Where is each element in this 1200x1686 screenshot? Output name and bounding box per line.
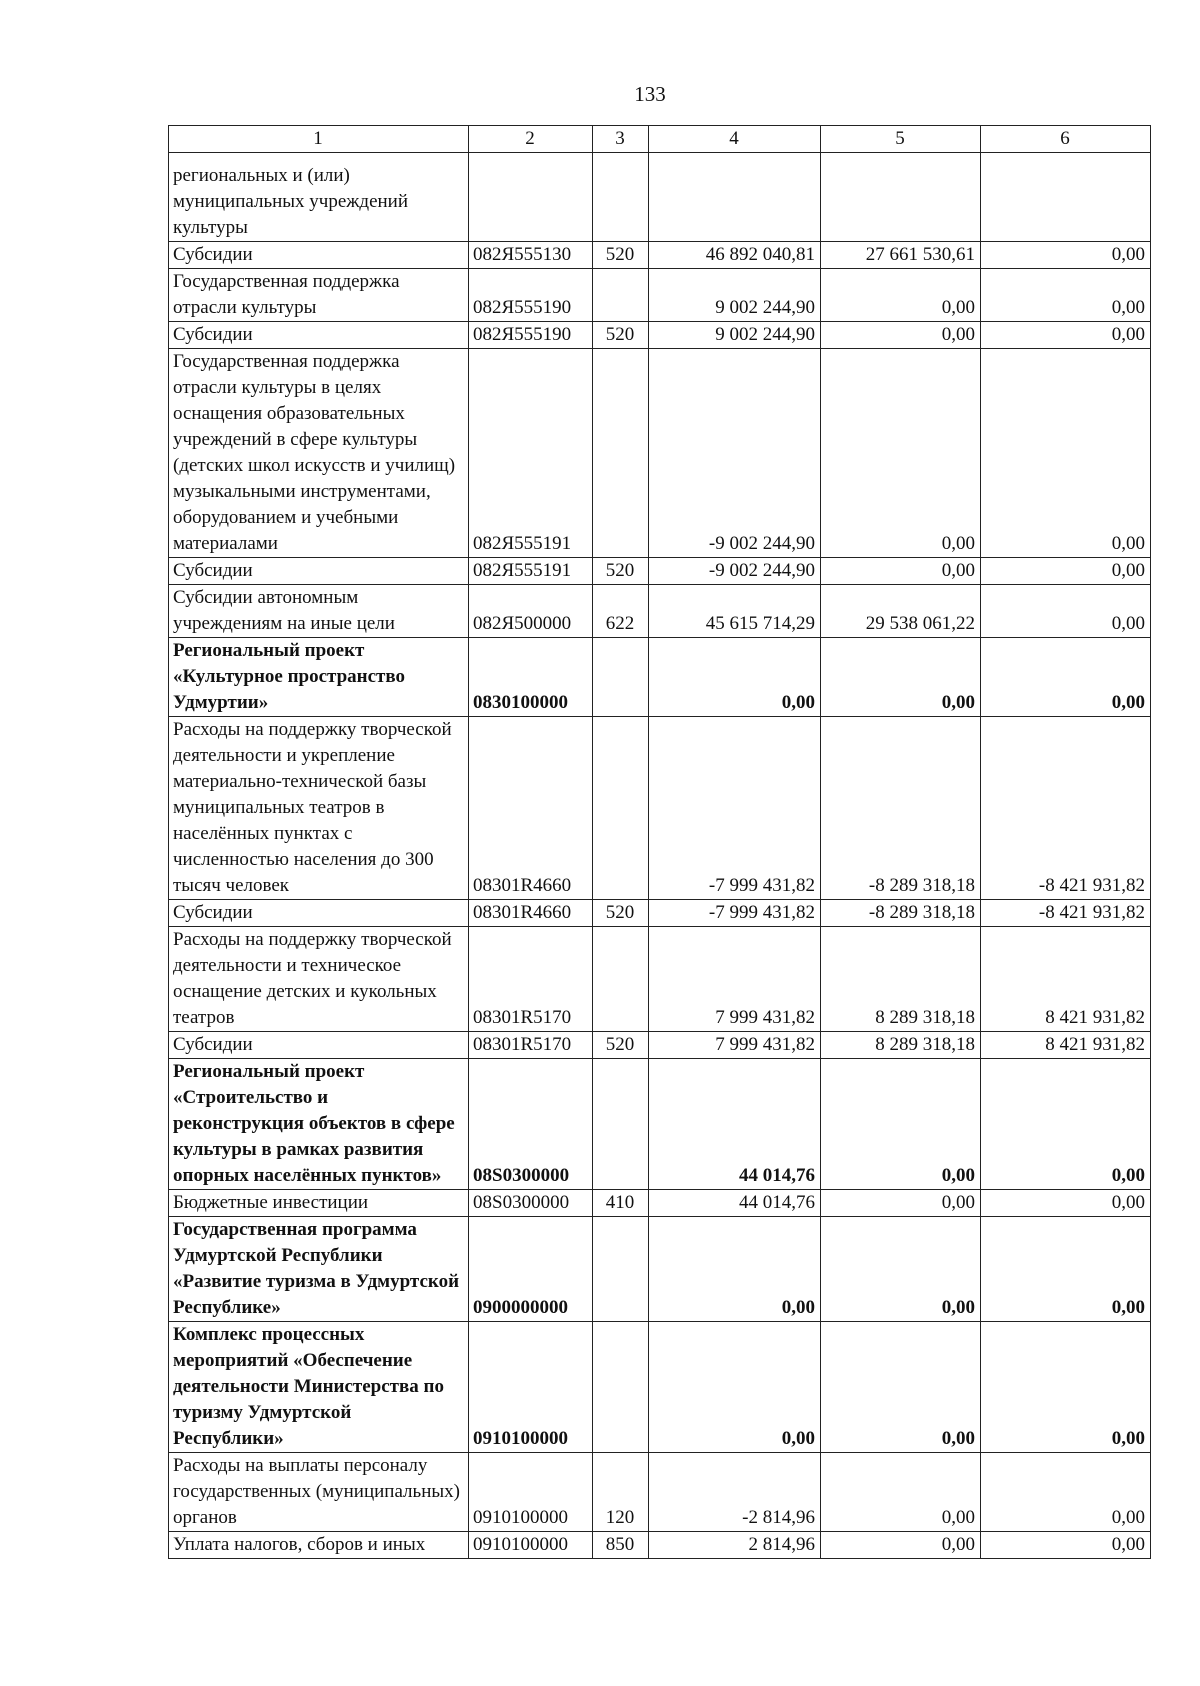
table-row [169,1059,1151,1190]
row-code: 082Я555191 [469,558,593,585]
row-amount-year1: -9 002 244,90 [649,558,821,585]
table-row [169,349,1151,558]
row-amount-year2: 8 289 318,18 [821,1032,981,1059]
header-row [169,126,1151,153]
row-code: 0900000000 [469,1217,593,1322]
row-code: 082Я555130 [469,242,593,269]
row-expense-type: 520 [593,1032,649,1059]
row-code: 082Я555190 [469,322,593,349]
row-amount-year1: 9 002 244,90 [649,322,821,349]
row-amount-year1: 44 014,76 [649,1190,821,1217]
row-name: Субсидии автономным учреждениям на иные цели [169,585,469,638]
row-code: 082Я555191 [469,349,593,558]
column-header: 4 [649,126,821,153]
row-code: 0830100000 [469,638,593,717]
row-expense-type: 520 [593,322,649,349]
table-row [169,322,1151,349]
table-row [169,1453,1151,1532]
row-amount-year2: 0,00 [821,1322,981,1453]
row-amount-year1: 45 615 714,29 [649,585,821,638]
row-expense-type: 410 [593,1190,649,1217]
row-expense-type [593,717,649,900]
table-row [169,717,1151,900]
row-name: Государственная программа Удмуртской Республики «Развитие туризма в Удмуртской Республике» [169,1217,469,1322]
row-amount-year1: 7 999 431,82 [649,927,821,1032]
row-amount-year2 [821,153,981,242]
row-name: Уплата налогов, сборов и иных [169,1532,469,1559]
row-name: Бюджетные инвестиции [169,1190,469,1217]
column-header: 2 [469,126,593,153]
row-amount-year1: -7 999 431,82 [649,900,821,927]
row-expense-type: 520 [593,242,649,269]
row-amount-year3: 0,00 [981,269,1151,322]
row-amount-year3: 0,00 [981,1453,1151,1532]
row-code: 08301R4660 [469,717,593,900]
table-row [169,1032,1151,1059]
table-row [169,558,1151,585]
row-name: Региональный проект «Культурное пространство Удмуртии» [169,638,469,717]
row-code: 08301R5170 [469,927,593,1032]
row-amount-year1: -2 814,96 [649,1453,821,1532]
row-amount-year3: 0,00 [981,322,1151,349]
table-body [169,153,1151,1559]
table-row [169,1217,1151,1322]
budget-table [168,125,1151,1559]
row-amount-year1: 0,00 [649,1322,821,1453]
row-expense-type [593,269,649,322]
row-amount-year3: 0,00 [981,1059,1151,1190]
table-row [169,1322,1151,1453]
row-amount-year3: 0,00 [981,638,1151,717]
row-code [469,153,593,242]
row-name: Региональный проект «Строительство и реконструкция объектов в сфере культуры в рамках развития опорных населённых пунктов» [169,1059,469,1190]
row-code: 0910100000 [469,1322,593,1453]
row-amount-year3: 8 421 931,82 [981,927,1151,1032]
row-amount-year2: 0,00 [821,1532,981,1559]
row-expense-type: 120 [593,1453,649,1532]
row-expense-type: 622 [593,585,649,638]
table-row [169,900,1151,927]
row-amount-year3 [981,153,1151,242]
row-name: Субсидии [169,558,469,585]
row-amount-year3: 0,00 [981,585,1151,638]
row-expense-type [593,349,649,558]
row-amount-year3: 0,00 [981,1322,1151,1453]
row-expense-type [593,153,649,242]
row-expense-type [593,638,649,717]
row-amount-year1: 0,00 [649,1217,821,1322]
row-amount-year1: 9 002 244,90 [649,269,821,322]
row-amount-year1: 44 014,76 [649,1059,821,1190]
table-row [169,242,1151,269]
row-name: Субсидии [169,1032,469,1059]
row-amount-year2: 0,00 [821,1217,981,1322]
table-row [169,927,1151,1032]
row-name: Субсидии [169,242,469,269]
row-amount-year2: 8 289 318,18 [821,927,981,1032]
row-amount-year1: -7 999 431,82 [649,717,821,900]
row-amount-year1: 2 814,96 [649,1532,821,1559]
page-number: 133 [634,82,666,106]
column-header: 1 [169,126,469,153]
row-name: Расходы на поддержку творческой деятельности и техническое оснащение детских и кукольных театров [169,927,469,1032]
row-amount-year1: 46 892 040,81 [649,242,821,269]
row-amount-year2: 0,00 [821,269,981,322]
table-row [169,269,1151,322]
row-expense-type [593,1322,649,1453]
row-amount-year3: 8 421 931,82 [981,1032,1151,1059]
row-amount-year2: 0,00 [821,1453,981,1532]
row-amount-year2: 0,00 [821,1059,981,1190]
row-amount-year3: -8 421 931,82 [981,717,1151,900]
column-header: 3 [593,126,649,153]
row-code: 08S0300000 [469,1190,593,1217]
row-code: 08301R4660 [469,900,593,927]
column-header: 5 [821,126,981,153]
table-row [169,1190,1151,1217]
row-amount-year1: 0,00 [649,638,821,717]
row-amount-year2: -8 289 318,18 [821,717,981,900]
row-amount-year2: 0,00 [821,349,981,558]
row-expense-type [593,1059,649,1190]
row-expense-type [593,927,649,1032]
row-name: Субсидии [169,322,469,349]
row-amount-year1: 7 999 431,82 [649,1032,821,1059]
row-amount-year1: -9 002 244,90 [649,349,821,558]
row-expense-type: 520 [593,900,649,927]
row-amount-year2: 0,00 [821,1190,981,1217]
row-amount-year3: 0,00 [981,558,1151,585]
row-name: Комплекс процессных мероприятий «Обеспечение деятельности Министерства по туризму Удмуртской Республики» [169,1322,469,1453]
row-code: 08S0300000 [469,1059,593,1190]
column-header: 6 [981,126,1151,153]
row-code: 082Я500000 [469,585,593,638]
row-amount-year3: 0,00 [981,1190,1151,1217]
row-amount-year1 [649,153,821,242]
row-amount-year2: 0,00 [821,558,981,585]
table-row [169,638,1151,717]
row-code: 0910100000 [469,1453,593,1532]
row-expense-type: 520 [593,558,649,585]
row-amount-year3: 0,00 [981,1217,1151,1322]
row-name: Субсидии [169,900,469,927]
row-expense-type [593,1217,649,1322]
row-amount-year3: -8 421 931,82 [981,900,1151,927]
row-amount-year2: 29 538 061,22 [821,585,981,638]
row-name: Государственная поддержка отрасли культуры [169,269,469,322]
row-code: 082Я555190 [469,269,593,322]
row-amount-year2: 0,00 [821,322,981,349]
row-amount-year3: 0,00 [981,1532,1151,1559]
table-row [169,585,1151,638]
row-expense-type: 850 [593,1532,649,1559]
table-row [169,1532,1151,1559]
row-amount-year2: -8 289 318,18 [821,900,981,927]
row-name: Расходы на выплаты персоналу государственных (муниципальных) органов [169,1453,469,1532]
row-name: региональных и (или) муниципальных учреждений культуры [169,153,469,242]
row-amount-year3: 0,00 [981,349,1151,558]
row-code: 0910100000 [469,1532,593,1559]
row-amount-year3: 0,00 [981,242,1151,269]
table-row [169,153,1151,242]
row-amount-year2: 27 661 530,61 [821,242,981,269]
row-code: 08301R5170 [469,1032,593,1059]
row-name: Расходы на поддержку творческой деятельности и укрепление материально-технической базы муниципальных театров в населённых пунктах с численностью населения до 300 тысяч человек [169,717,469,900]
row-amount-year2: 0,00 [821,638,981,717]
row-name: Государственная поддержка отрасли культуры в целях оснащения образовательных учреждений в сфере культуры (детских школ искусств и училищ) музыкальными инструментами, оборудованием и учебными материалами [169,349,469,558]
